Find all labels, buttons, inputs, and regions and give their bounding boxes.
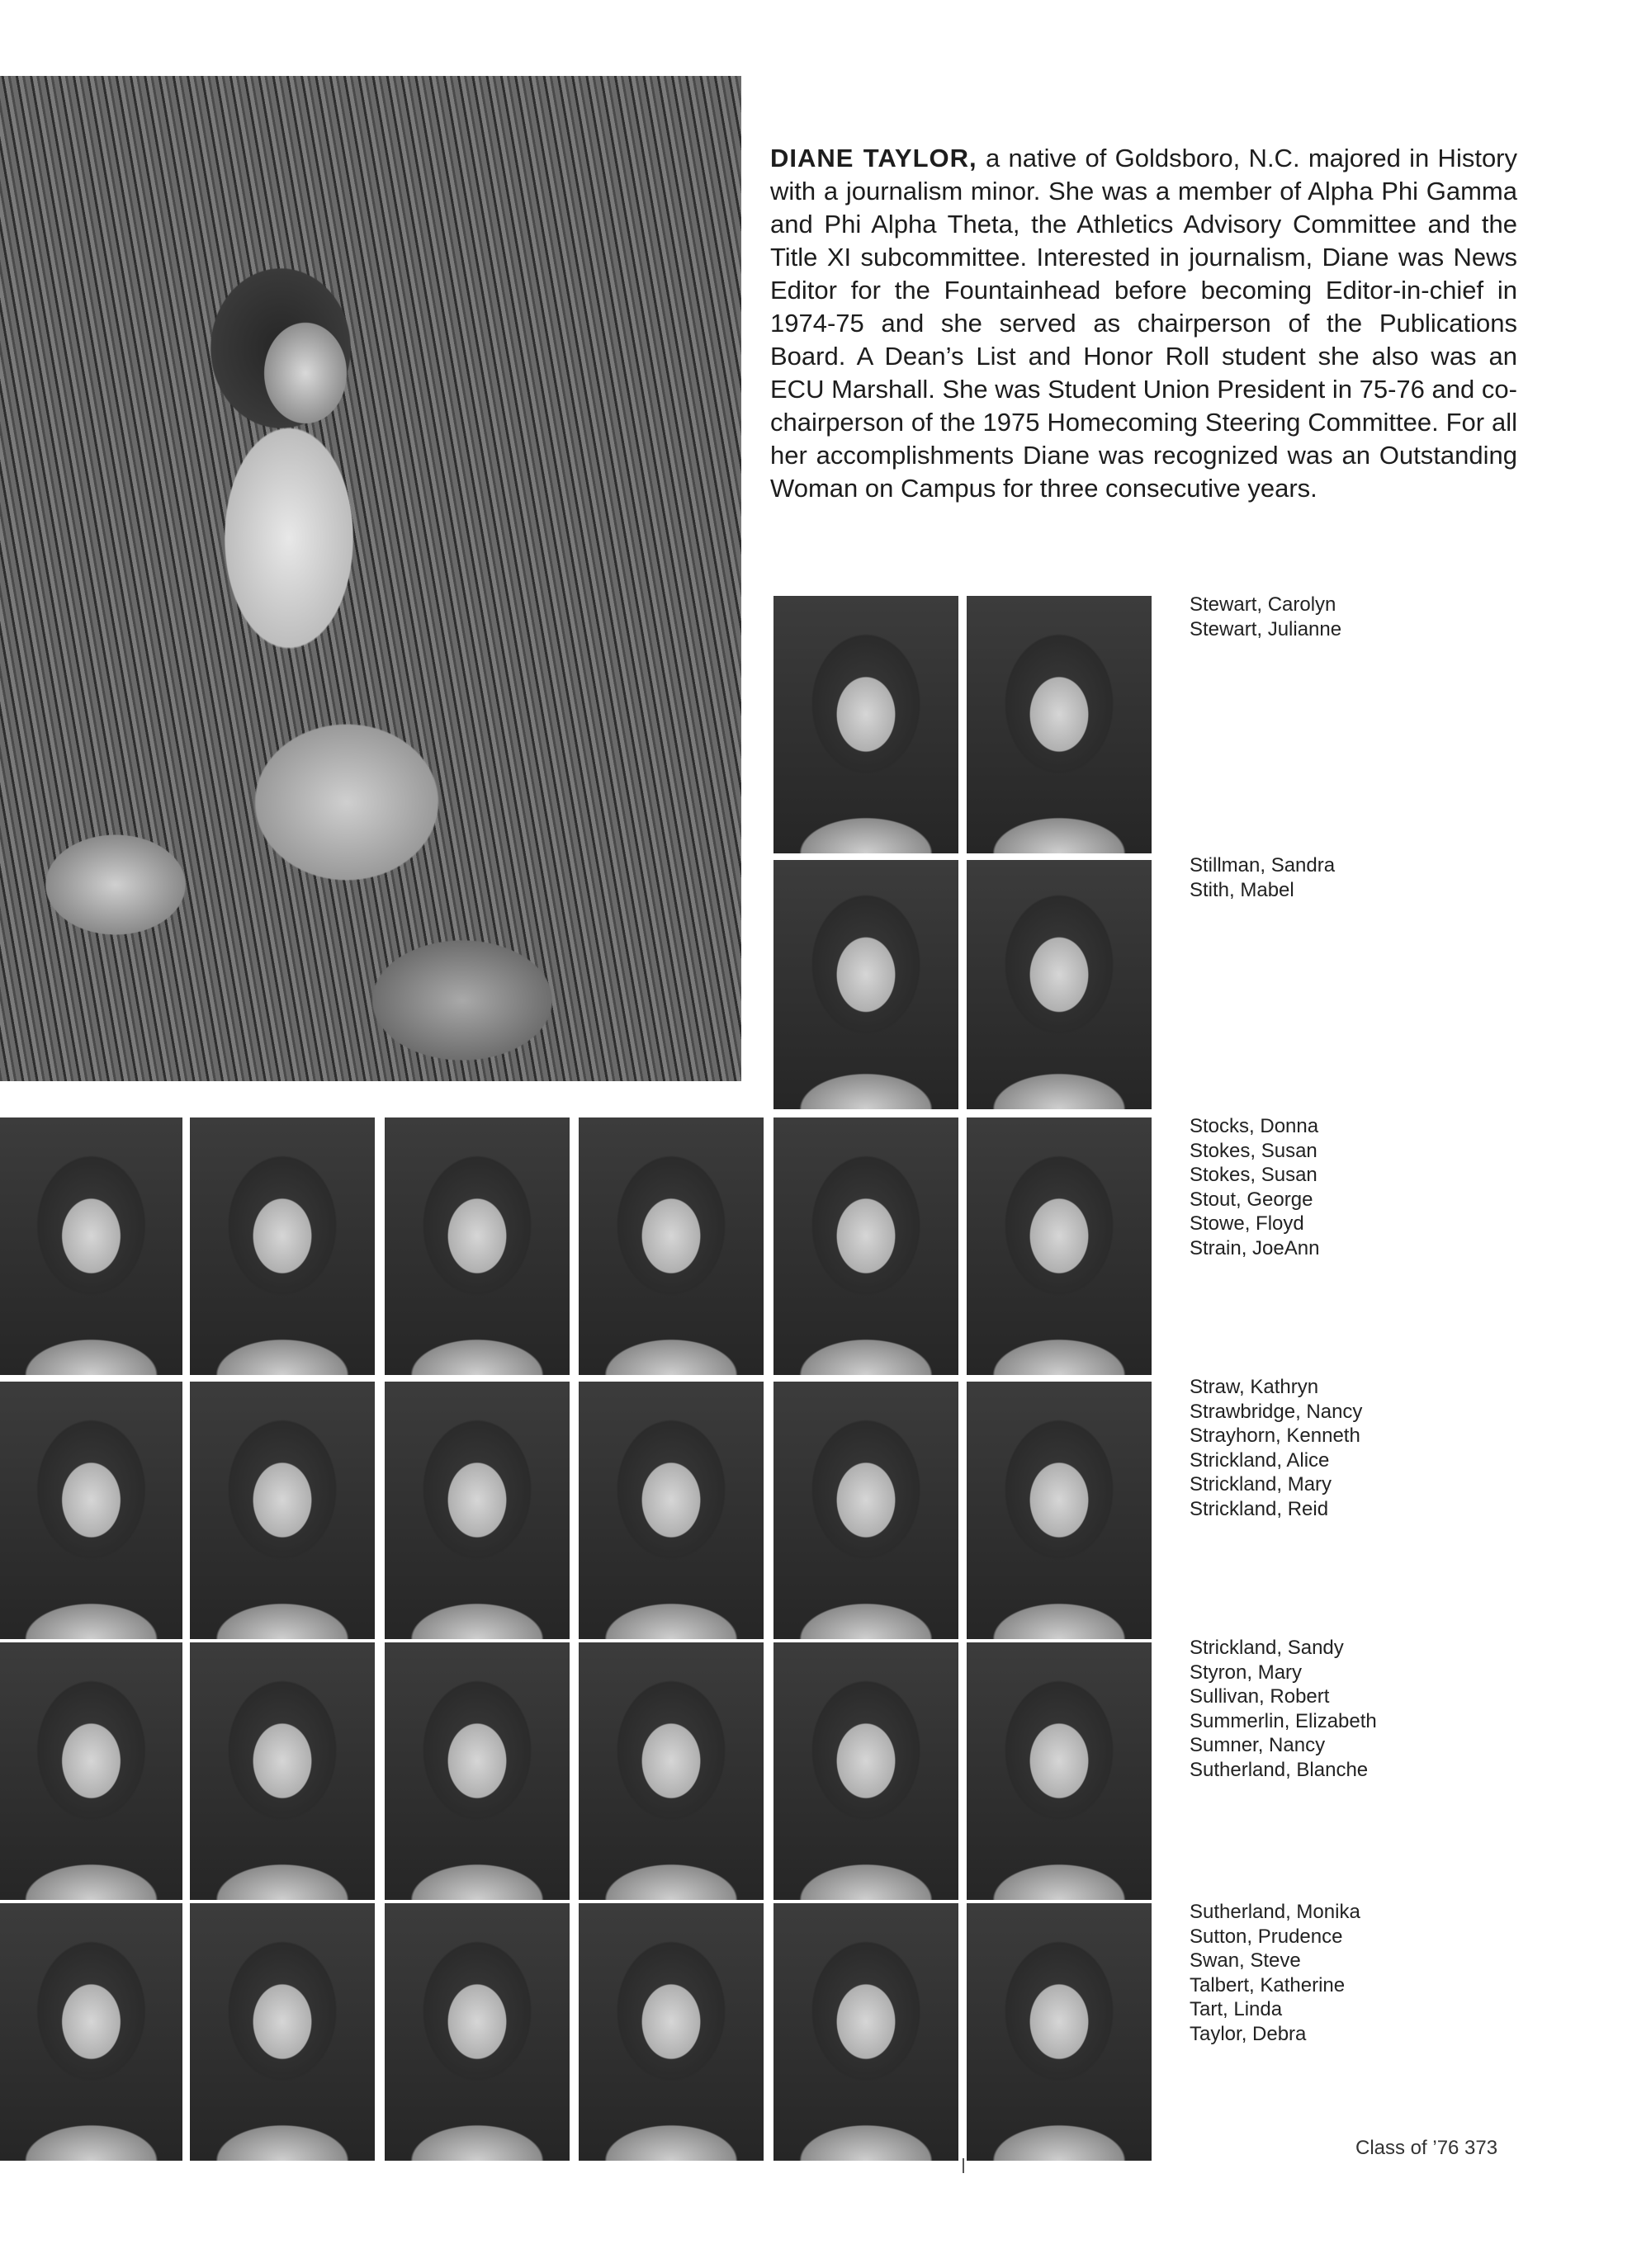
name-list — [1190, 1114, 1319, 1260]
name-entry: Summerlin, Elizabeth — [1190, 1709, 1377, 1732]
portrait — [385, 1117, 570, 1375]
portrait — [579, 1642, 764, 1900]
bio-text: a native of Goldsboro, N.C. majored in History with a journalism minor. She was a member of Alpha Phi Gamma and Phi Alpha Theta, the Athletics Advisory Committee and the Title XI subcommittee. Interested in journalism, Diane was News Editor for the Fountainhead before becoming Editor-in-chief in 1974-75 and she served as chairperson of the Publications Board. A Dean’s List and Honor Roll student she also was an ECU Marshall. She was Student Union President in 75-76 and co-chairperson of the 1975 Homecoming Steering Committee. For all her accomplishments Diane was recognized was an Outstanding Woman on Campus for three consecutive years. — [770, 144, 1518, 503]
name-entry: Stillman, Sandra — [1190, 854, 1336, 876]
portrait — [773, 860, 958, 1109]
name-entry: Swan, Steve — [1190, 1949, 1301, 1972]
portrait — [190, 1903, 375, 2161]
name-entry: Sutherland, Blanche — [1190, 1758, 1369, 1781]
name-entry: Strickland, Sandy — [1190, 1637, 1344, 1659]
name-entry: Strickland, Alice — [1190, 1448, 1330, 1472]
portrait — [773, 1382, 958, 1639]
portrait — [0, 1382, 182, 1639]
name-list — [1190, 593, 1341, 641]
name-entry: Stith, Mabel — [1190, 878, 1294, 901]
name-entry: Tart, Linda — [1190, 1998, 1283, 2020]
page-folio: Class of ’76 373 — [1355, 2137, 1498, 2159]
name-entry: Talbert, Katherine — [1190, 1973, 1346, 1996]
name-list — [1190, 1636, 1377, 1782]
portrait — [385, 1903, 570, 2161]
portrait — [579, 1903, 764, 2161]
name-list — [1190, 1375, 1362, 1521]
name-entry: Stokes, Susan — [1190, 1164, 1317, 1186]
name-entry: Stocks, Donna — [1190, 1115, 1319, 1137]
name-entry: Stout, George — [1190, 1188, 1313, 1211]
portrait — [0, 1903, 182, 2161]
name-entry: Sutherland, Monika — [1190, 1901, 1360, 1923]
portrait — [773, 1903, 958, 2161]
name-entry: Stewart, Carolyn — [1190, 593, 1336, 616]
divider — [963, 2158, 964, 2173]
name-entry: Sullivan, Robert — [1190, 1685, 1330, 1708]
name-entry: Strayhorn, Kenneth — [1190, 1425, 1360, 1447]
portrait — [0, 1642, 182, 1900]
name-entry: Strain, JoeAnn — [1190, 1236, 1320, 1259]
feature-photo — [0, 76, 741, 1081]
portrait — [773, 1117, 958, 1375]
portrait — [190, 1117, 375, 1375]
name-entry: Styron, Mary — [1190, 1661, 1303, 1684]
portrait — [579, 1382, 764, 1639]
name-entry: Straw, Kathryn — [1190, 1376, 1319, 1398]
name-entry: Stewart, Julianne — [1190, 617, 1342, 640]
bio-name: DIANE TAYLOR, — [770, 144, 977, 172]
portrait — [967, 860, 1152, 1109]
name-entry: Stowe, Floyd — [1190, 1212, 1304, 1235]
name-entry: Strawbridge, Nancy — [1190, 1400, 1363, 1423]
portrait — [967, 596, 1152, 853]
portrait — [967, 1642, 1152, 1900]
portrait — [773, 1642, 958, 1900]
name-entry: Strickland, Reid — [1190, 1497, 1329, 1520]
portrait — [0, 1117, 182, 1375]
name-entry: Taylor, Debra — [1190, 2022, 1307, 2045]
name-list — [1190, 1900, 1360, 2046]
portrait — [385, 1642, 570, 1900]
portrait — [967, 1117, 1152, 1375]
name-entry: Strickland, Mary — [1190, 1473, 1332, 1495]
name-entry: Stokes, Susan — [1190, 1139, 1317, 1162]
portrait — [579, 1117, 764, 1375]
portrait — [967, 1382, 1152, 1639]
portrait — [967, 1903, 1152, 2161]
portrait — [190, 1642, 375, 1900]
portrait — [773, 596, 958, 853]
name-entry: Sumner, Nancy — [1190, 1734, 1326, 1756]
portrait — [385, 1382, 570, 1639]
feature-bio — [770, 142, 1517, 505]
name-list — [1190, 853, 1335, 902]
name-entry: Sutton, Prudence — [1190, 1925, 1343, 1948]
portrait — [190, 1382, 375, 1639]
